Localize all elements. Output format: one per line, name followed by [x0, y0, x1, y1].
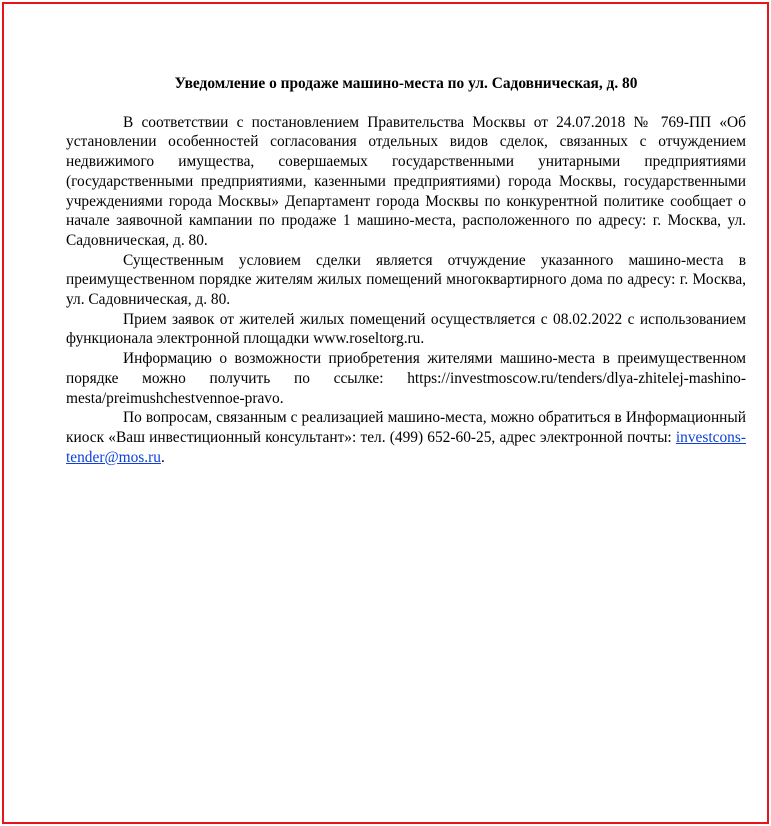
- paragraph-sale-condition: Существенным условием сделки является отчуждение указанного машино-места в преимущественном порядке жителям жилых помещений многоквартирного дома по адресу: г. Москва, ул. Садовническая, д. 80.: [66, 251, 746, 309]
- paragraph-legal-basis: В соответствии с постановлением Правительства Москвы от 24.07.2018 № 769-ПП «Об установлении особенностей согласования отдельных видов сделок, связанных с отчуждением недвижимого имущества, совершаемых государственными унитарными предприятиями (государственными предприятиями, казенными предприятиями) города Москвы, государственными учреждениями города Москвы» Департамент города Москвы по конкурентной политике сообщает о начале заявочной кампании по продаже 1 машино-места, расположенного по адресу: г. Москва, ул. Садовническая, д. 80.: [66, 113, 746, 249]
- contacts-text: По вопросам, связанным с реализацией машино-места, можно обратиться в Информационный киоск «Ваш инвестиционный консультант»: тел. (499) 652-60-25, адрес электронной почты:: [66, 409, 746, 446]
- paragraph-contacts: [66, 408, 746, 467]
- paragraph-info-link: Информацию о возможности приобретения жителями машино-места в преимущественном порядке можно получить по ссылке: https://investmoscow.ru/tenders/dlya-zhitelej-mashino-mesta/preimushchestvennoe-pravo.: [66, 350, 746, 407]
- contacts-end: .: [160, 448, 165, 466]
- document-frame: [2, 2, 769, 824]
- document-title: Уведомление о продаже машино-места по ул. Садовническая, д. 80: [174, 75, 638, 92]
- notice-document: [66, 74, 746, 467]
- paragraph-application-start: Прием заявок от жителей жилых помещений осуществляется с 08.02.2022 с использованием функционала электронной площадки www.roseltorg.ru.: [66, 310, 746, 348]
- email-link[interactable]: investcons-tender@mos.ru: [66, 428, 746, 466]
